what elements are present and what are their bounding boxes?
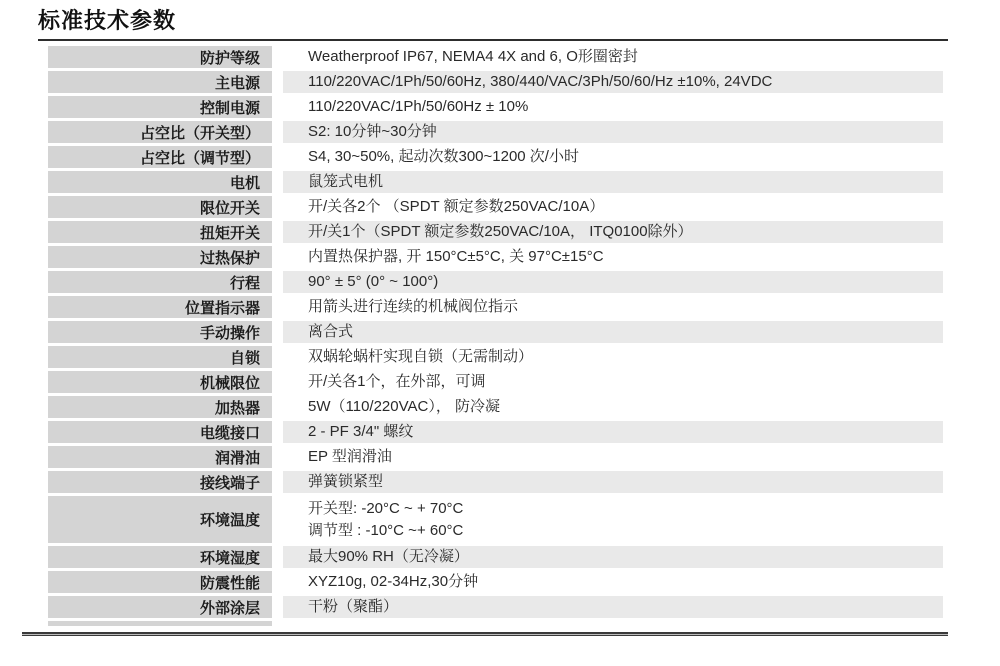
table-row [48, 496, 943, 543]
param-value-line: 2 - PF 3/4" 螺纹 [308, 423, 414, 440]
param-value-line: 干粉（聚酯） [308, 598, 399, 615]
table-row [48, 396, 943, 418]
param-value-line: 开/关1个（SPDT 额定参数250VAC/10A， ITQ0100除外） [308, 223, 693, 240]
param-value-line: 鼠笼式电机 [308, 173, 384, 190]
param-value-line: 弹簧锁紧型 [308, 473, 384, 490]
param-label: 占空比（调节型） [48, 146, 272, 168]
bottom-rule [22, 632, 948, 636]
param-value-line: 调节型 : -10°C ~+ 60°C [308, 521, 464, 539]
param-value-line: 最大90% RH（无冷凝） [308, 548, 469, 565]
table-row [48, 321, 943, 343]
column-gap [272, 246, 283, 268]
table-row [48, 71, 943, 93]
table-row [48, 196, 943, 218]
param-label: 接线端子 [48, 471, 272, 493]
table-row [48, 221, 943, 243]
param-label: 防震性能 [48, 571, 272, 593]
column-gap [272, 96, 283, 118]
param-value-line: S2: 10分钟~30分钟 [308, 123, 437, 140]
param-value-line: 开/关各2个 （SPDT 额定参数250VAC/10A） [308, 198, 605, 215]
column-gap [272, 371, 283, 393]
column-gap [272, 571, 283, 593]
param-value [283, 371, 943, 393]
column-gap [272, 121, 283, 143]
param-value [283, 571, 943, 593]
table-row [48, 171, 943, 193]
table-row [48, 596, 943, 618]
param-value-line: EP 型润滑油 [308, 448, 392, 465]
column-gap [272, 421, 283, 443]
param-label: 主电源 [48, 71, 272, 93]
param-value [283, 271, 943, 293]
param-value-line: 开/关各1个，在外部，可调 [308, 373, 486, 390]
param-value [283, 321, 943, 343]
table-row [48, 546, 943, 568]
param-value [283, 96, 943, 118]
param-value [283, 421, 943, 443]
param-value [283, 496, 943, 543]
column-gap [272, 46, 283, 68]
table-row [48, 246, 943, 268]
page-title: 标准技术参数 [38, 8, 177, 33]
param-value-line: 开关型: -20°C ~ + 70°C [308, 499, 464, 517]
column-gap [272, 221, 283, 243]
param-value [283, 221, 943, 243]
column-gap [272, 271, 283, 293]
table-row [48, 96, 943, 118]
param-value [283, 171, 943, 193]
param-value [283, 396, 943, 418]
column-gap [272, 321, 283, 343]
param-label: 位置指示器 [48, 296, 272, 318]
param-value [283, 446, 943, 468]
column-gap [272, 496, 283, 543]
table-row [48, 371, 943, 393]
param-label: 行程 [48, 271, 272, 293]
param-value [283, 121, 943, 143]
table-row [48, 346, 943, 368]
column-gap [272, 471, 283, 493]
table-row [48, 121, 943, 143]
column-gap [272, 146, 283, 168]
param-value-line: 90° ± 5° (0° ~ 100°) [308, 273, 439, 290]
param-label: 电缆接口 [48, 421, 272, 443]
param-value-line: S4, 30~50%, 起动次数300~1200 次/小时 [308, 148, 579, 165]
column-gap [272, 346, 283, 368]
column-gap [272, 396, 283, 418]
param-value-line: 内置热保护器, 开 150°C±5°C, 关 97°C±15°C [308, 248, 604, 265]
param-value-line: 110/220VAC/1Ph/50/60Hz ± 10% [308, 98, 529, 115]
top-rule [38, 39, 948, 41]
param-value [283, 546, 943, 568]
param-value [283, 71, 943, 93]
param-value [283, 471, 943, 493]
column-gap [272, 196, 283, 218]
param-value [283, 46, 943, 68]
param-value-line: Weatherproof IP67, NEMA4 4X and 6, O形圈密封 [308, 48, 638, 65]
param-value [283, 246, 943, 268]
param-label: 环境温度 [48, 496, 272, 543]
param-label: 防护等级 [48, 46, 272, 68]
table-row [48, 571, 943, 593]
param-value-line: 离合式 [308, 323, 354, 340]
param-value-line: 5W（110/220VAC）， 防冷凝 [308, 398, 501, 415]
column-gap [272, 546, 283, 568]
param-value-line: 110/220VAC/1Ph/50/60Hz, 380/440/VAC/3Ph/50/60/Hz ±10%, 24VDC [308, 73, 773, 90]
table-row [48, 271, 943, 293]
param-value [283, 146, 943, 168]
param-label: 控制电源 [48, 96, 272, 118]
param-label: 扭矩开关 [48, 221, 272, 243]
column-gap [272, 596, 283, 618]
table-row [48, 146, 943, 168]
table-row [48, 296, 943, 318]
param-label: 环境湿度 [48, 546, 272, 568]
table-row [48, 421, 943, 443]
param-value-line: 用箭头进行连续的机械阀位指示 [308, 298, 519, 315]
spec-table [48, 46, 943, 621]
param-label: 自锁 [48, 346, 272, 368]
param-value [283, 296, 943, 318]
param-label: 手动操作 [48, 321, 272, 343]
param-value-line: 双蜗轮蜗杆实现自锁（无需制动） [308, 348, 534, 365]
table-end-strip [48, 621, 272, 626]
param-label: 外部涂层 [48, 596, 272, 618]
param-label: 电机 [48, 171, 272, 193]
param-label: 润滑油 [48, 446, 272, 468]
param-label: 过热保护 [48, 246, 272, 268]
column-gap [272, 171, 283, 193]
param-value [283, 196, 943, 218]
param-label: 占空比（开关型） [48, 121, 272, 143]
param-label: 机械限位 [48, 371, 272, 393]
param-value [283, 596, 943, 618]
column-gap [272, 296, 283, 318]
param-value-line: XYZ10g, 02-34Hz,30分钟 [308, 573, 479, 590]
table-row [48, 471, 943, 493]
param-value [283, 346, 943, 368]
column-gap [272, 71, 283, 93]
table-row [48, 446, 943, 468]
param-label: 限位开关 [48, 196, 272, 218]
table-row [48, 46, 943, 68]
param-label: 加热器 [48, 396, 272, 418]
column-gap [272, 446, 283, 468]
